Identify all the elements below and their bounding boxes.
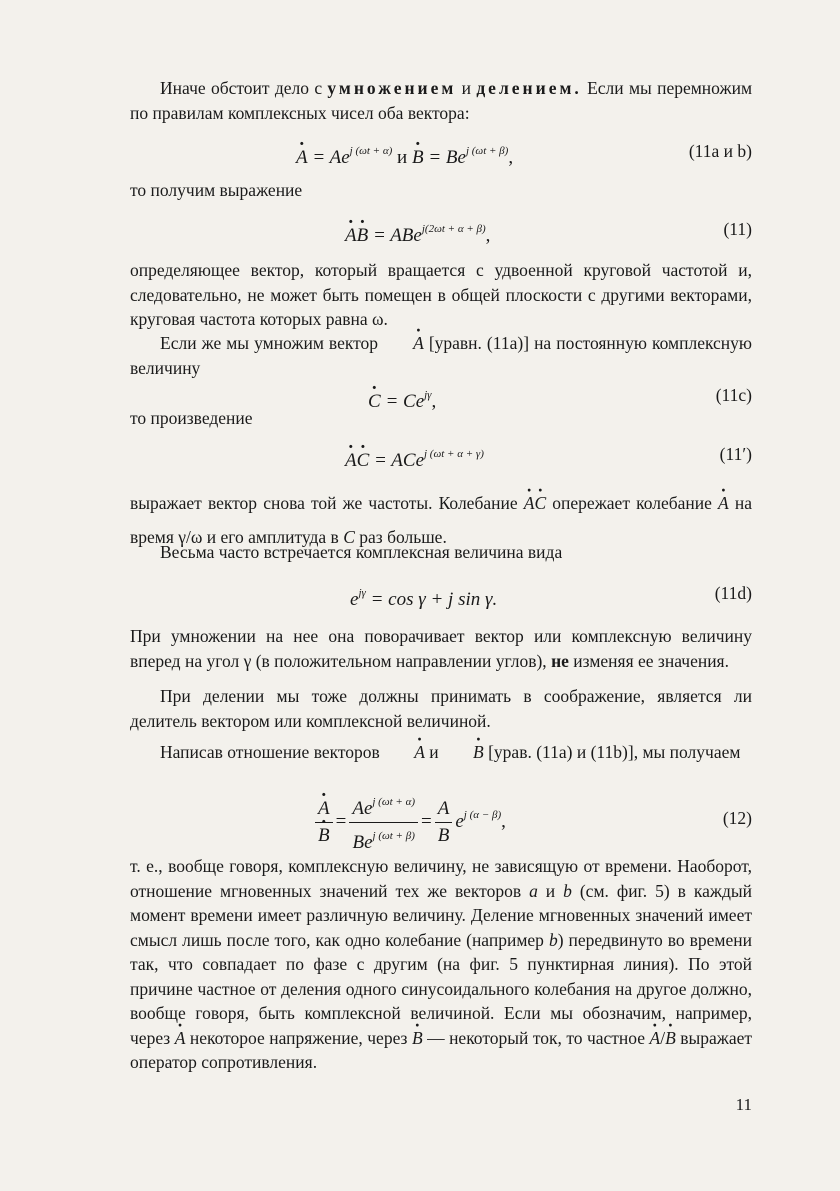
fraction: $\frac{Ae^{j (\omega t + \alpha)}}{Be^{j (\omega t + \beta)}}$	[349, 790, 418, 855]
paragraph-rotation: определяющее вектор, который вращается с удвоенной круговой частотой и, следовательно, не может быть помещен в общей плоскости с другими векторами, круговая частота которых равна ω.	[130, 260, 752, 329]
fraction: $\frac{A}{B}$	[435, 797, 453, 848]
paragraph-rotate: При умножении на нее она поворачивает вектор или комплексную величину вперед на угол γ (в положительном направлении углов), не изменяя ее значения.	[130, 626, 752, 671]
equation-number: (11′)	[719, 444, 752, 464]
equation-number: (11)	[723, 219, 752, 239]
equation-11ab	[0, 136, 840, 166]
equation-number: (11c)	[715, 385, 752, 405]
equation-number: (12)	[722, 808, 752, 828]
equation-body: · $C = Ce^{j\gamma}$,	[368, 380, 436, 417]
equation-12	[0, 790, 840, 853]
paragraph-intro: Иначе обстоит дело с умножением и делением. Если мы перемножим по правилам комплексных чисел оба вектора:	[130, 78, 753, 123]
equation-11	[0, 214, 840, 244]
paragraph-division: При делении мы тоже должны принимать в соображение, является ли делитель вектором или комплексной величиной.	[130, 686, 752, 731]
equation-11d	[0, 578, 840, 608]
equation-body: · A· C = ACe$^{j (\omega t + \alpha + \gamma)}$	[345, 439, 484, 476]
page-number: 11	[735, 1095, 752, 1114]
paragraph-complex: Весьма часто встречается комплексная величина вида	[160, 542, 563, 562]
equation-body: · A · B = $\frac{Ae^{j (\omega t + \alpha)}}{Be^{j (\omega t + \beta)}}$ = $\frac{A}{B}$ $e^{j (\alpha - \beta)}$,	[312, 790, 506, 855]
text-line: то произведение	[130, 408, 253, 428]
equation-11-prime	[0, 439, 840, 469]
equation-body: · $A = Ae^{j (\omega t + \alpha)}$ $и \cdot B = Be^{j (\omega t + \beta)}$,	[296, 136, 513, 173]
fraction: · A · B	[315, 797, 333, 848]
equation-body: $e^{j\gamma} = \cos \gamma + j$ sin γ.	[350, 587, 498, 610]
equation-body: · A· B = ABe$^{j(2\omega t + \alpha + \beta)}$,	[345, 214, 490, 251]
paragraph-ratio: Написав отношение векторов · A и · B [урав. (11a) и (11b)], мы получаем	[130, 740, 752, 765]
equation-number: (11d)	[714, 583, 752, 603]
text-line: то получим выражение	[130, 180, 303, 200]
equation-number: (11a и b)	[688, 141, 752, 161]
paragraph-instantaneous: т. е., вообще говоря, комплексную величину, не зависящую от времени. Наоборот, отношение мгновенных значений тех же векторов a и b (см. фиг. 5) в каждый момент времени имеет различную величину. Деление мгновенных значений имеет смысл лишь после того, как одно колебание (например b) передвинуто во времени так, что совпадает по фазе с другим (на фиг. 5 пунктирная линия). По этой причине частное от деления одного синусоидального колебания на другое должно, вообще говоря, быть комплексной величиной. Если мы обозначим, например, через · A некоторое напряжение, через · B — некоторый ток, то частное · A/· B выражает оператор сопротивления.	[130, 854, 752, 1075]
paragraph-multiply: Если же мы умножим вектор · A [уравн. (11a)] на постоянную комплексную величину	[130, 331, 752, 380]
paragraph-phase: выражает вектор снова той же частоты. Колебание · A· C опережает колебание · A на время γ/ω и его амплитуда в C раз больше.	[130, 486, 752, 554]
